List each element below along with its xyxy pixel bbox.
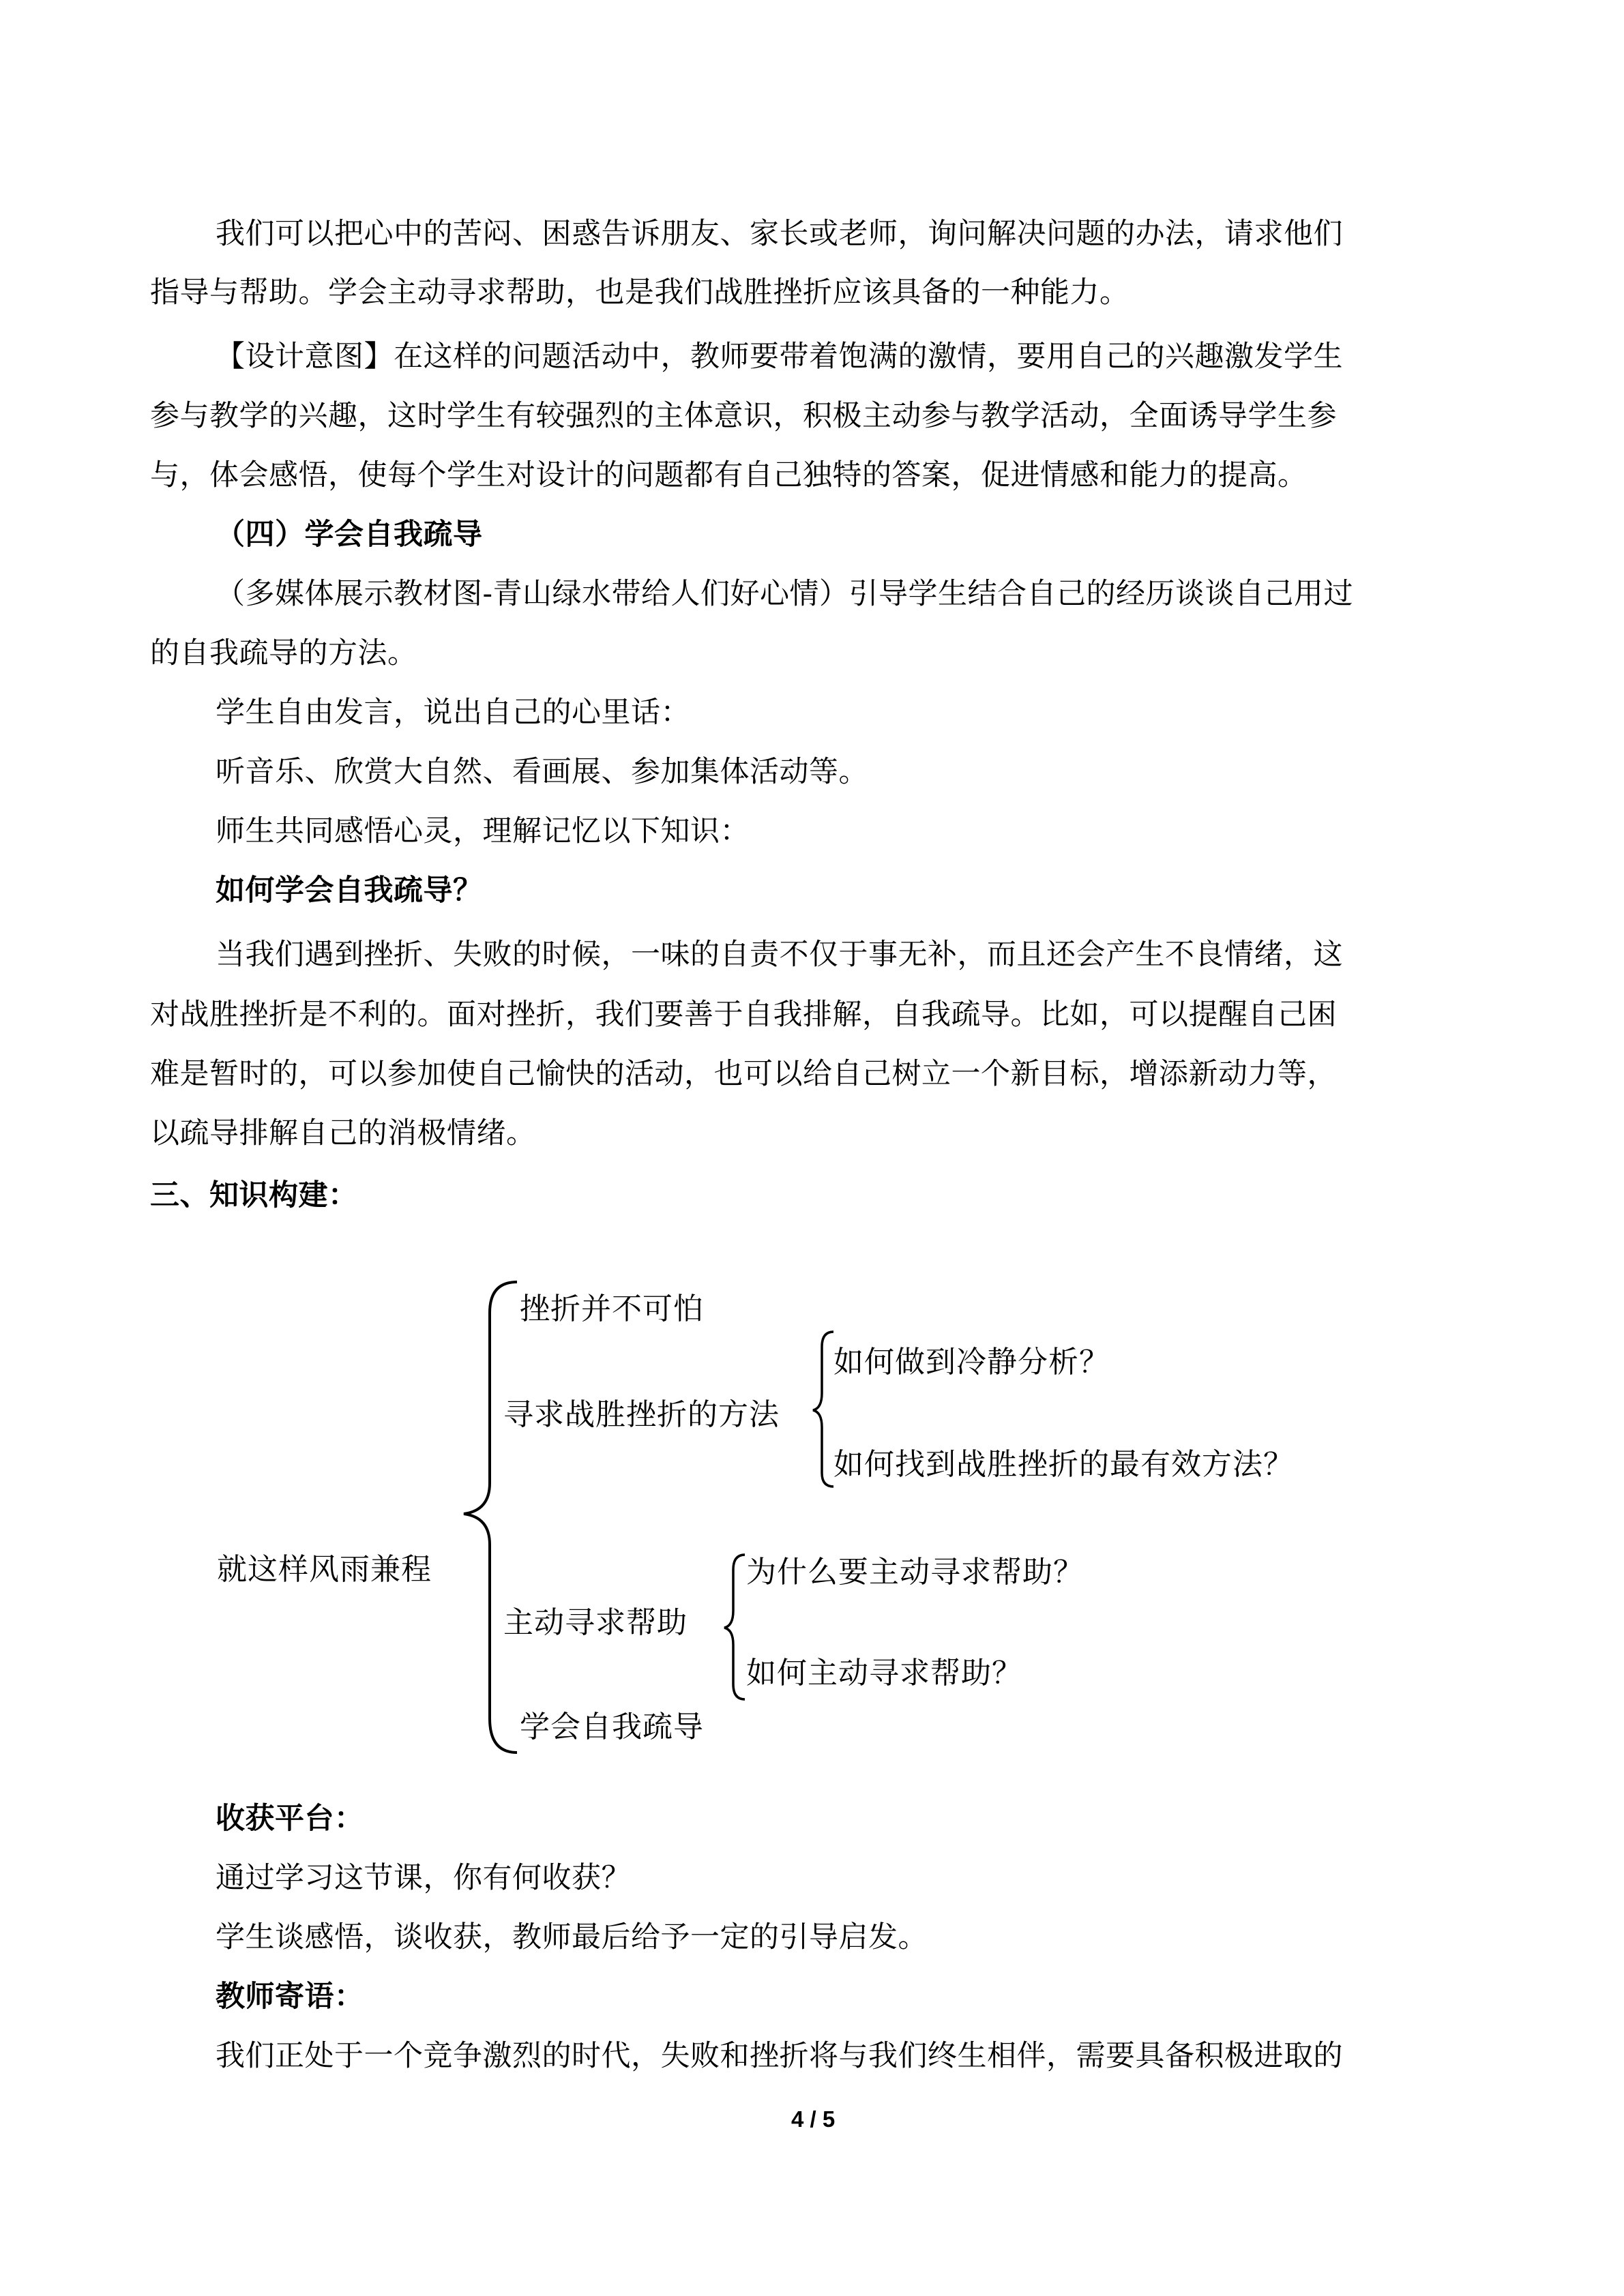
paragraph-line: 通过学习这节课，你有何收获？ [216,1861,631,1895]
paragraph-line: 参与教学的兴趣，这时学生有较强烈的主体意识，积极主动参与教学活动，全面诱导学生参 [150,399,1337,433]
paragraph-line: （多媒体展示教材图-青山绿水带给人们好心情）引导学生结合自己的经历谈谈自己用过 [216,577,1354,611]
paragraph-line: 当我们遇到挫折、失败的时候，一味的自责不仅于事无补，而且还会产生不良情绪，这 [216,938,1343,972]
mindmap-leaf: 如何做到冷静分析？ [833,1345,1110,1380]
section-heading: 三、知识构建： [150,1178,358,1212]
mindmap-branch: 主动寻求帮助 [503,1605,688,1640]
paragraph-line: 难是暂时的，可以参加使自己愉快的活动，也可以给自己树立一个新目标，增添新动力等， [150,1057,1337,1091]
paragraph-line: 听音乐、欣赏大自然、看画展、参加集体活动等。 [216,755,868,789]
paragraph-line: 学生自由发言，说出自己的心里话： [216,696,690,730]
method-brace [813,1332,833,1487]
paragraph-line: 【设计意图】在这样的问题活动中，教师要带着饱满的激情，要用自己的兴趣激发学生 [216,340,1343,374]
paragraph-line: 我们正处于一个竞争激烈的时代，失败和挫折将与我们终生相伴，需要具备积极进取的 [216,2039,1343,2073]
paragraph-line: 师生共同感悟心灵，理解记忆以下知识： [216,814,750,848]
mindmap-root: 就这样风雨兼程 [217,1552,432,1587]
help-brace [724,1555,745,1699]
paragraph-line: 指导与帮助。学会主动寻求帮助，也是我们战胜挫折应该具备的一种能力。 [150,275,1130,310]
paragraph-line: 与，体会感悟，使每个学生对设计的问题都有自己独特的答案，促进情感和能力的提高。 [150,458,1308,492]
mindmap-branch: 寻求战胜挫折的方法 [503,1397,780,1432]
mindmap-leaf: 为什么要主动寻求帮助？ [746,1555,1084,1590]
paragraph-line: 的自我疏导的方法。 [150,636,417,670]
question-heading: 如何学会自我疏导？ [216,874,483,908]
subsection-heading: （四）学会自我疏导 [216,518,483,552]
paragraph-line: 我们可以把心中的苦闷、困惑告诉朋友、家长或老师，询问解决问题的办法，请求他们 [216,217,1343,251]
mindmap-leaf: 如何找到战胜挫折的最有效方法？ [833,1447,1294,1482]
paragraph-line: 以疏导排解自己的消极情绪。 [150,1116,536,1150]
main-brace [464,1282,517,1753]
paragraph-line: 学生谈感悟，谈收获，教师最后给予一定的引导启发。 [216,1920,928,1954]
teacher-heading: 教师寄语： [216,1980,364,2014]
mindmap-branch: 学会自我疏导 [520,1710,704,1744]
mindmap-branch: 挫折并不可怕 [520,1292,704,1326]
harvest-heading: 收获平台： [216,1802,364,1836]
paragraph-line: 对战胜挫折是不利的。面对挫折，我们要善于自我排解，自我疏导。比如，可以提醒自己困 [150,998,1337,1032]
page-number: 4 / 5 [791,2106,836,2132]
mindmap-leaf: 如何主动寻求帮助？ [746,1656,1022,1690]
